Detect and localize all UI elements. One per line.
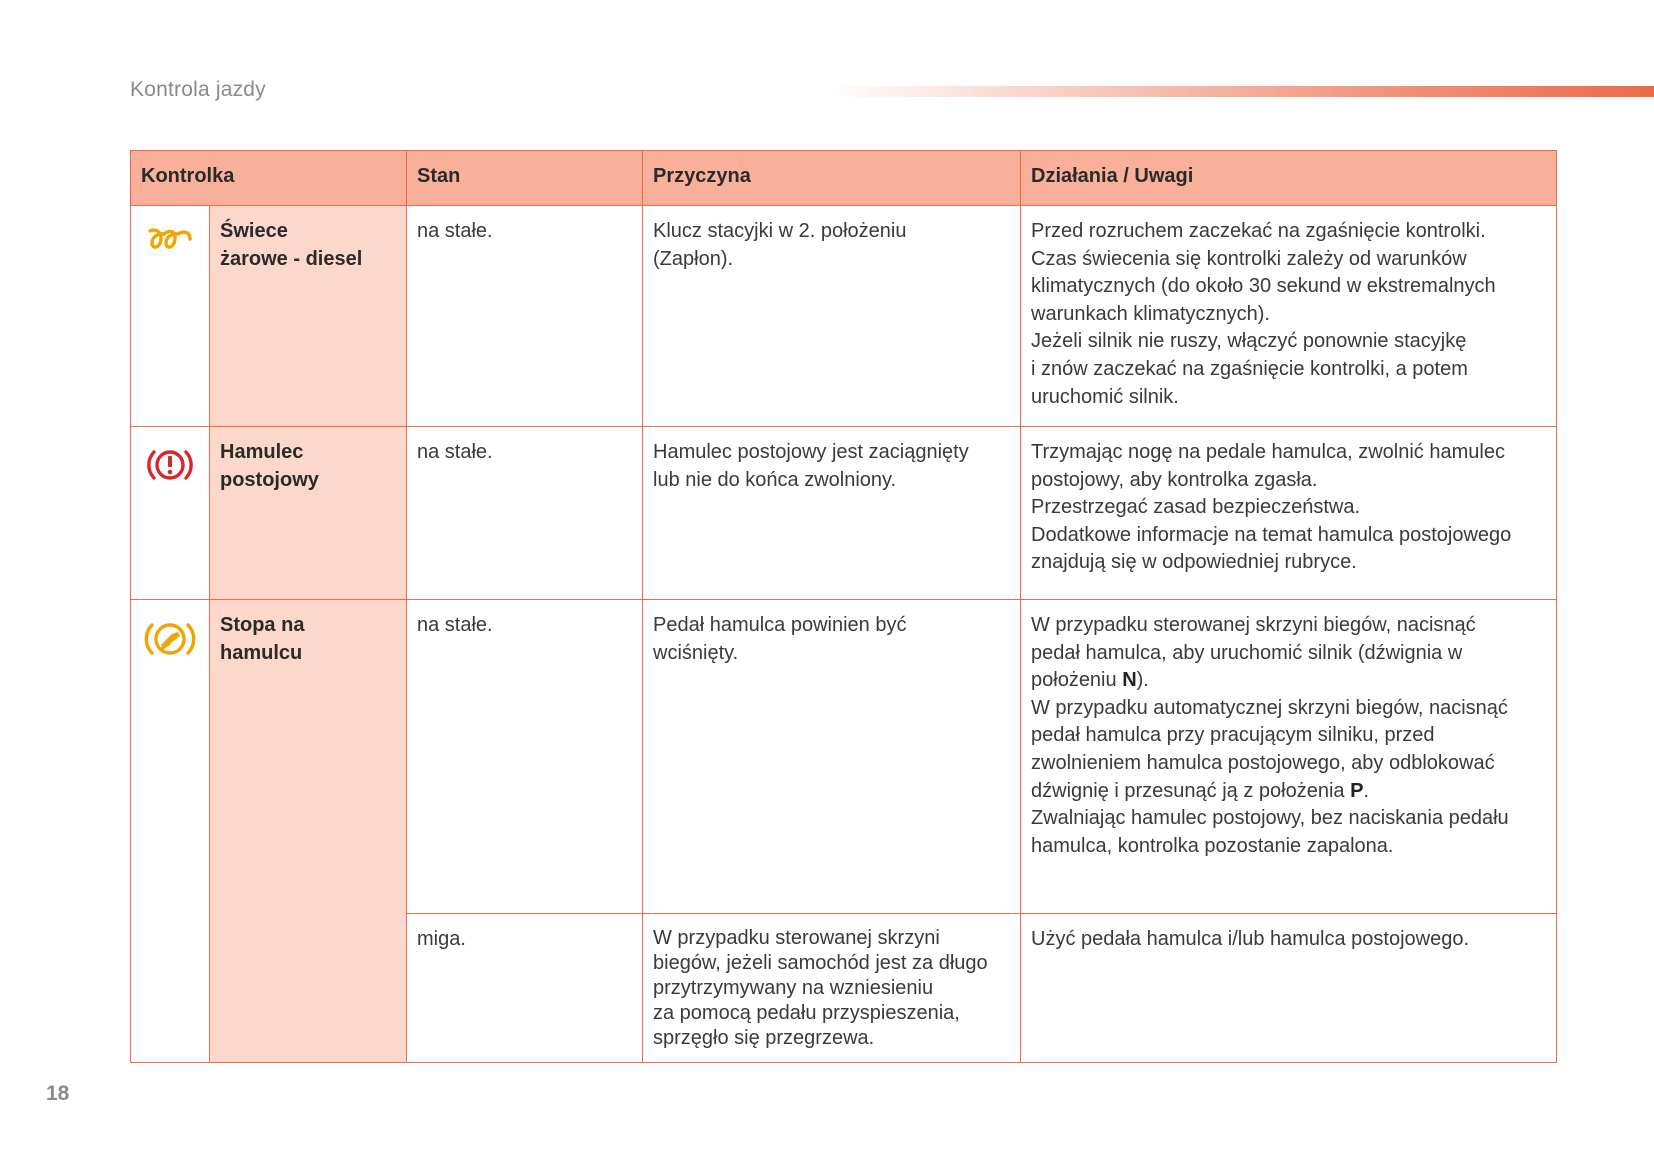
przyczyna-cell — [643, 914, 1021, 1063]
table-row — [131, 427, 1557, 600]
dzialania-cell — [1021, 914, 1557, 1063]
text-line: W przypadku automatycznej skrzyni biegów, nacisnąć — [1031, 696, 1508, 719]
text-line: pedał hamulca, aby uruchomić silnik (dźwignia w — [1031, 641, 1463, 664]
text-line: W przypadku sterowanej skrzyni — [653, 927, 940, 949]
text-line: warunkach klimatycznych). — [1031, 302, 1270, 325]
text-line: Przestrzegać zasad bezpieczeństwa. — [1031, 496, 1361, 519]
text-line: Trzymając nogę na pedale hamulca, zwolnić hamulec — [1031, 441, 1505, 463]
column-header-kontrolka: Kontrolka — [131, 151, 407, 206]
warning-lights-table — [130, 150, 1557, 1063]
stan-cell: na stałe. — [407, 206, 643, 427]
text-line: przytrzymywany na wzniesieniu — [653, 977, 934, 999]
text-line: Klucz stacyjki w 2. położeniu — [653, 220, 907, 242]
text-line — [1031, 667, 1546, 695]
text-line: za pomocą pedału przyspieszenia, — [653, 1002, 960, 1024]
text-fragment: dźwignię i przesunąć ją z położenia — [1031, 779, 1351, 802]
text-line: Jeżeli silnik nie ruszy, włączyć ponownie stacyjkę — [1031, 330, 1467, 353]
text-line: uruchomić silnik. — [1031, 385, 1179, 408]
text-line: hamulca, kontrolka pozostanie zapalona. — [1031, 834, 1394, 857]
page-number: 18 — [46, 1082, 70, 1105]
text-line — [1031, 778, 1546, 806]
text-line: zwolnieniem hamulca postojowego, aby odblokować — [1031, 751, 1495, 774]
text-line: sprzęgło się przegrzewa. — [653, 1027, 875, 1049]
dzialania-cell — [1021, 427, 1557, 600]
text-line: znajdują się w odpowiedniej rubryce. — [1031, 551, 1357, 574]
stan-cell: miga. — [407, 914, 643, 1063]
text-line: wciśnięty. — [653, 641, 739, 664]
text-line: Pedał hamulca powinien być — [653, 614, 907, 636]
text-line: Dodatkowe informacje na temat hamulca postojowego — [1031, 523, 1512, 546]
header-accent-bar — [830, 86, 1654, 97]
indicator-name — [210, 206, 407, 427]
text-line: Czas świecenia się kontrolki zależy od warunków — [1031, 247, 1467, 270]
gear-position-n: N — [1122, 669, 1137, 692]
przyczyna-cell — [643, 427, 1021, 600]
column-header-przyczyna: Przyczyna — [643, 151, 1021, 206]
przyczyna-cell — [643, 600, 1021, 914]
indicator-name-line: żarowe - diesel — [220, 247, 363, 270]
indicator-name — [210, 427, 407, 600]
przyczyna-cell — [643, 206, 1021, 427]
text-line: Przed rozruchem zaczekać na zgaśnięcie kontrolki. — [1031, 220, 1486, 242]
glow-plug-icon — [135, 224, 205, 258]
text-line: i znów zaczekać na zgaśnięcie kontrolki, a potem — [1031, 357, 1468, 380]
table-row — [131, 206, 1557, 427]
table-header-row — [131, 151, 1557, 206]
foot-on-brake-icon — [135, 618, 205, 660]
indicator-name-line: Stopa na — [220, 614, 305, 636]
text-line: Zwalniając hamulec postojowy, bez naciskania pedału — [1031, 807, 1509, 830]
indicator-name — [210, 600, 407, 1063]
text-line: Użyć pedała hamulca i/lub hamulca postojowego. — [1031, 928, 1470, 950]
indicator-name-line: Hamulec — [220, 441, 304, 463]
indicator-name-line: Świece — [220, 220, 288, 242]
dzialania-cell — [1021, 600, 1557, 914]
text-line: W przypadku sterowanej skrzyni biegów, nacisnąć — [1031, 614, 1476, 636]
icon-cell — [131, 427, 210, 600]
text-line: biegów, jeżeli samochód jest za długo — [653, 952, 988, 974]
column-header-dzialania: Działania / Uwagi — [1021, 151, 1557, 206]
text-line: pedał hamulca przy pracującym silniku, przed — [1031, 724, 1435, 747]
text-line: Hamulec postojowy jest zaciągnięty — [653, 441, 969, 463]
text-line: postojowy, aby kontrolka zgasła. — [1031, 468, 1318, 491]
indicator-name-line: postojowy — [220, 468, 319, 491]
icon-cell — [131, 600, 210, 1063]
table-row — [131, 600, 1557, 914]
text-fragment: . — [1363, 779, 1369, 802]
text-line: lub nie do końca zwolniony. — [653, 468, 897, 491]
section-title: Kontrola jazdy — [130, 78, 266, 101]
text-line: klimatycznych (do około 30 sekund w ekstremalnych — [1031, 275, 1496, 298]
gear-position-p: P — [1350, 779, 1364, 802]
text-fragment: położeniu — [1031, 669, 1123, 692]
parking-brake-icon — [135, 445, 205, 485]
text-fragment: ). — [1136, 669, 1149, 692]
dzialania-cell — [1021, 206, 1557, 427]
stan-cell: na stałe. — [407, 600, 643, 914]
text-line: (Zapłon). — [653, 247, 734, 270]
column-header-stan: Stan — [407, 151, 643, 206]
indicator-name-line: hamulcu — [220, 641, 303, 664]
stan-cell: na stałe. — [407, 427, 643, 600]
icon-cell — [131, 206, 210, 427]
